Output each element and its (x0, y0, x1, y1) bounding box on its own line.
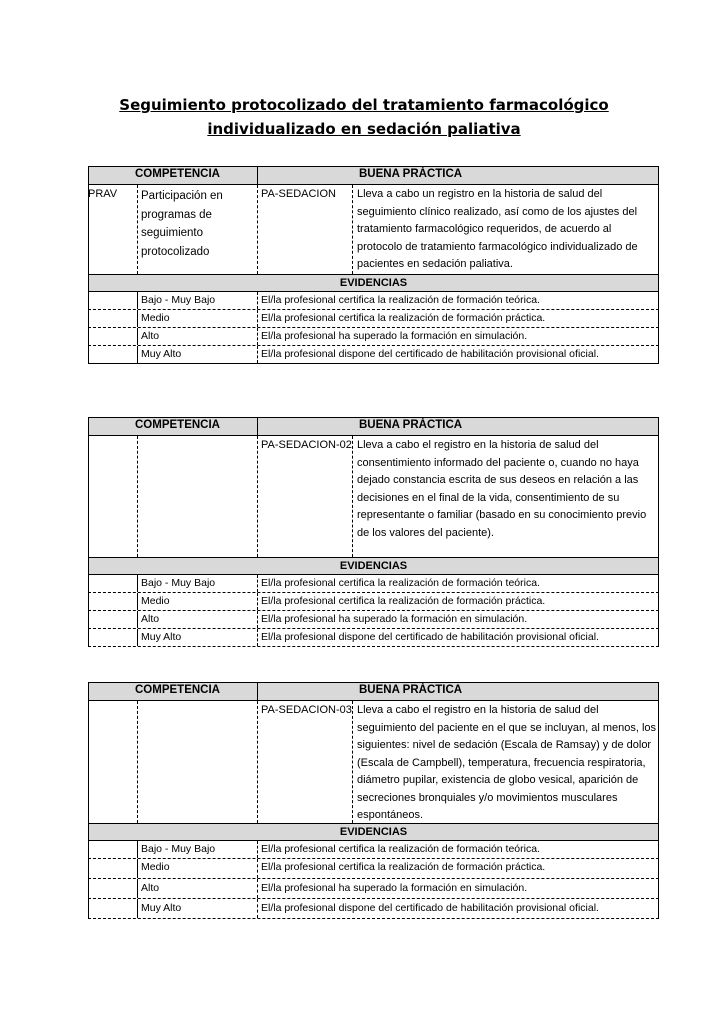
evidencias-header: EVIDENCIAS (88, 557, 659, 575)
block-header (88, 682, 659, 701)
evidencias-header: EVIDENCIAS (88, 823, 659, 841)
evidence-row: Alto El/la profesional ha superado la formación en simulación. (88, 328, 659, 346)
prefix-label: PRAV (88, 188, 118, 200)
block-header (88, 417, 659, 436)
competencia-header: COMPETENCIA (135, 684, 220, 696)
practice-row (88, 436, 659, 557)
document-title-line1: Seguimiento protocolizado del tratamiento farmacológico (119, 96, 609, 114)
evidence-row: Muy Alto El/la profesional dispone del certificado de habilitación provisional oficial. (88, 346, 659, 364)
document-title-line2: individualizado en sedación paliativa (207, 120, 521, 138)
evidence-row: Medio El/la profesional certifica la realización de formación práctica. (88, 593, 659, 611)
practice-block-1 (88, 166, 659, 364)
competencia-header: COMPETENCIA (135, 419, 220, 431)
practice-description: Lleva a cabo el registro en la historia de salud del seguimiento del paciente en el que se incluyan, al menos, los siguientes: nivel de sedación (Escala de Ramsay) y de dolor (Escala de Campbell), temperatura, frecuencia respiratoria, diámetro pupilar, existencia de globo vesical, aparición de secreciones bronquiales y/o movimientos musculares espontáneos. (357, 704, 657, 821)
evidence-row: Alto El/la profesional ha superado la formación en simulación. (88, 879, 659, 899)
practice-description: Lleva a cabo el registro en la historia de salud del consentimiento informado del paciente o, cuando no haya dejado constancia escrita de sus deseos en relación a las decisiones en el final de la vida, consentimiento de su representante o familiar (basado en su conocimiento previo de los valores del paciente). (357, 439, 647, 539)
evidence-row: Bajo - Muy Bajo El/la profesional certifica la realización de formación teórica. (88, 841, 659, 859)
buena-practica-header: BUENA PRÁCTICA (359, 168, 463, 180)
competencia-header: COMPETENCIA (135, 168, 220, 180)
evidence-row: Medio El/la profesional certifica la realización de formación práctica. (88, 859, 659, 879)
buena-practica-header: BUENA PRÁCTICA (359, 419, 463, 431)
practice-block-2 (88, 417, 659, 647)
practice-code: PA-SEDACION (261, 188, 336, 200)
practice-description: Lleva a cabo un registro en la historia de salud del seguimiento clínico realizado, así como de los ajustes del tratamiento farmacológico requeridos, de acuerdo al protocolo de tratamiento farmacológico individualizado de pacientes en sedación paliativa. (357, 188, 638, 270)
practice-block-3 (88, 682, 659, 919)
evidence-row: Bajo - Muy Bajo El/la profesional certifica la realización de formación teórica. (88, 292, 659, 310)
evidence-row: Muy Alto El/la profesional dispone del certificado de habilitación provisional oficial. (88, 899, 659, 919)
evidence-row: Muy Alto El/la profesional dispone del certificado de habilitación provisional oficial. (88, 629, 659, 647)
evidence-row: Bajo - Muy Bajo El/la profesional certifica la realización de formación teórica. (88, 575, 659, 593)
practice-code: PA-SEDACION-02 (261, 439, 352, 451)
evidence-row: Alto El/la profesional ha superado la formación en simulación. (88, 611, 659, 629)
block-header (88, 166, 659, 185)
buena-practica-header: BUENA PRÁCTICA (359, 684, 463, 696)
practice-row (88, 185, 659, 274)
competencia-text: Participación en programas de seguimiento protocolizado (141, 190, 223, 258)
evidencias-header: EVIDENCIAS (88, 274, 659, 292)
evidence-row: Medio El/la profesional certifica la realización de formación práctica. (88, 310, 659, 328)
practice-code: PA-SEDACION-03 (261, 704, 352, 716)
practice-row (88, 701, 659, 823)
